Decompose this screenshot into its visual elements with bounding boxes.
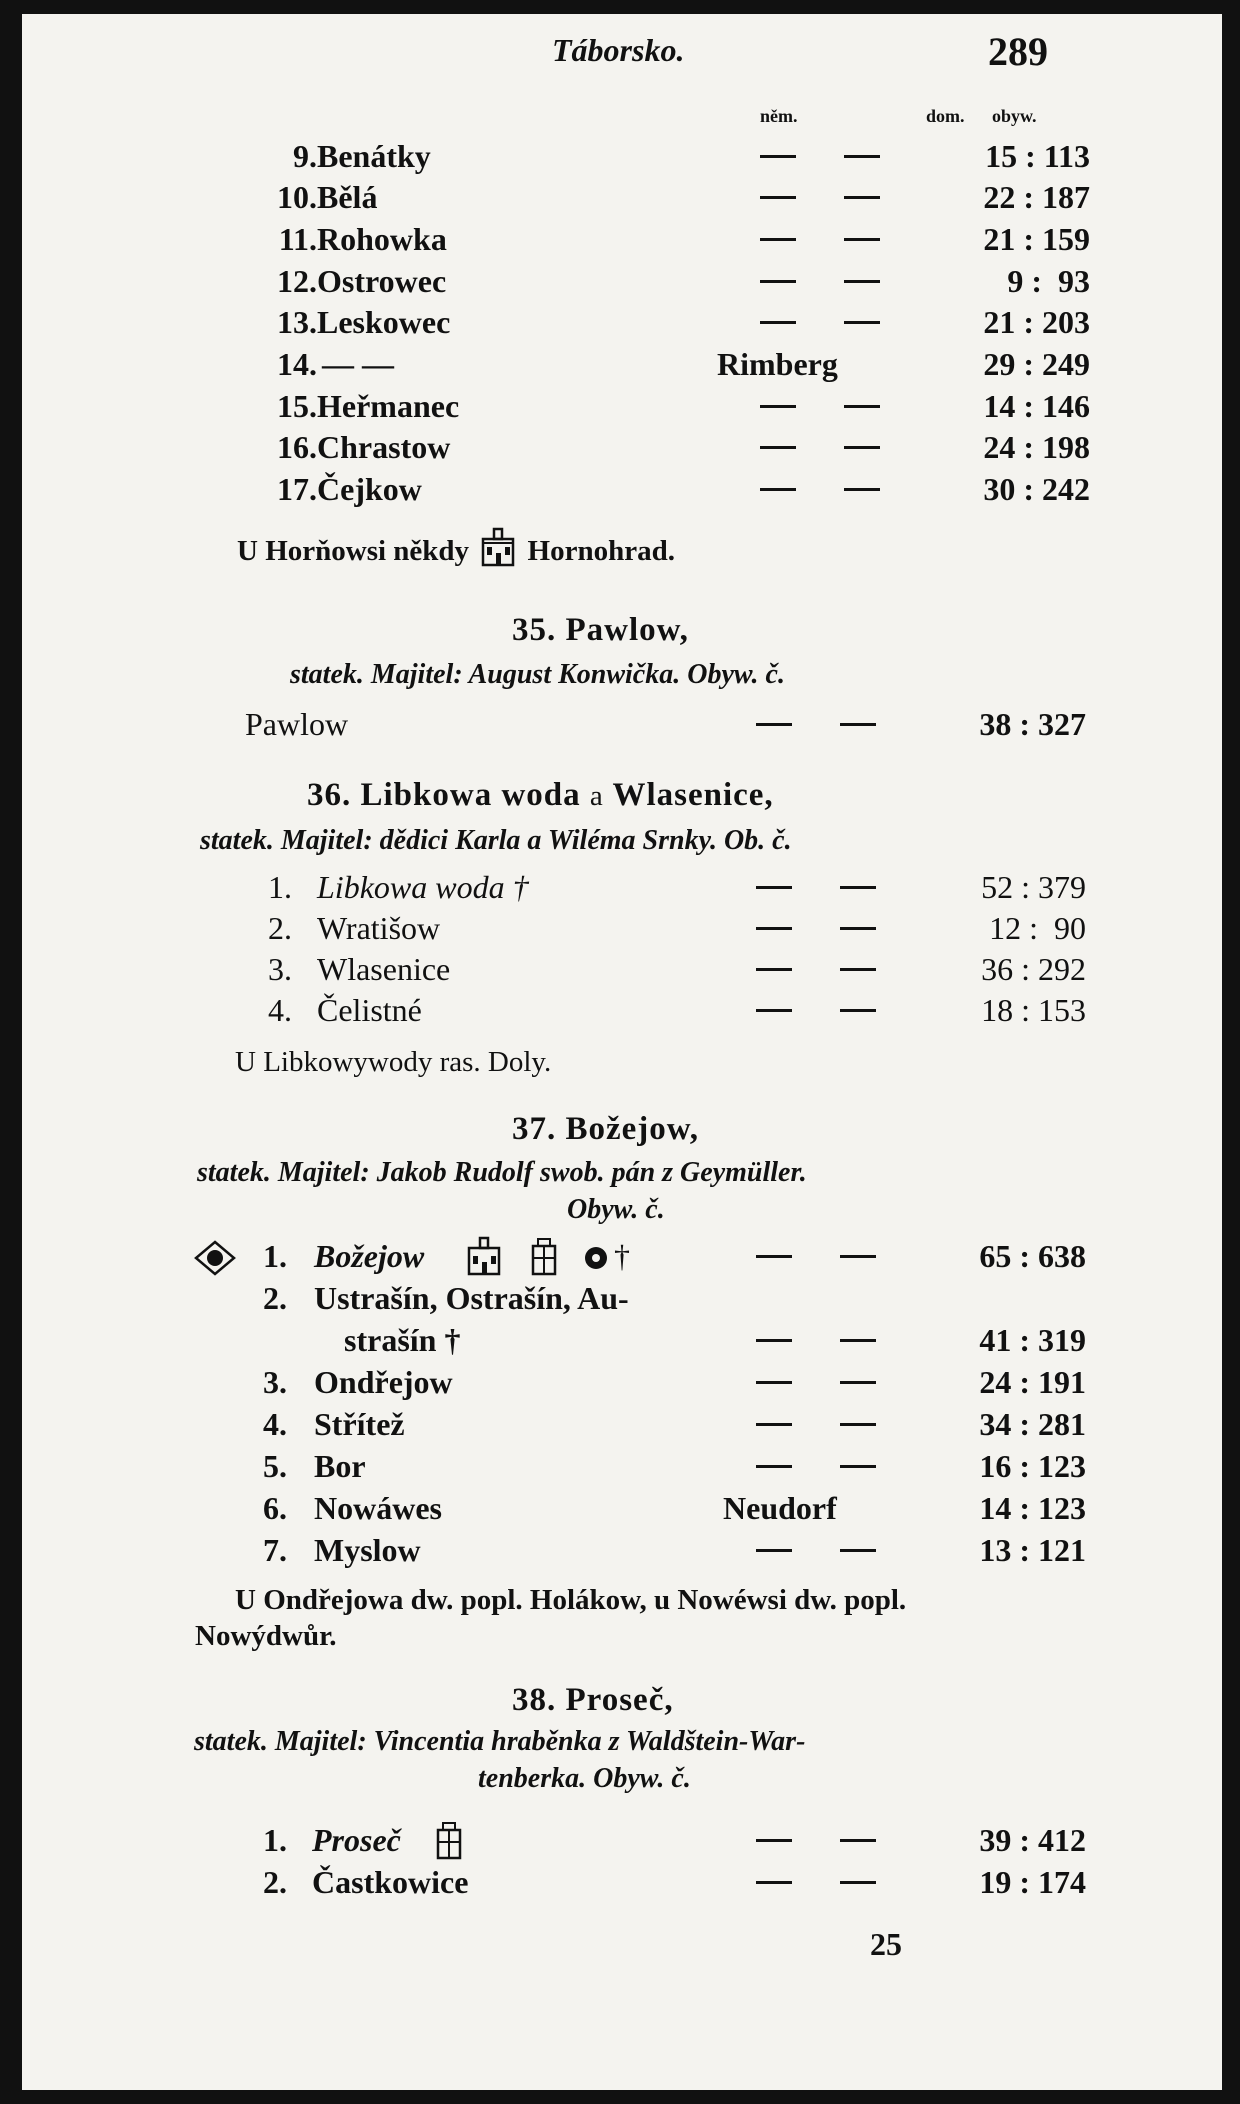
ditto-dashes [760, 219, 880, 259]
ditto-dashes [760, 136, 880, 176]
table-row: 15. Heřmanec 14 : 146 [277, 388, 1090, 424]
table-row: 4. Čelistné 18 : 153 [268, 992, 1086, 1028]
ditto-dashes [760, 386, 880, 426]
book-page [22, 14, 1222, 2090]
section-heading-35: 35. Pawlow, [512, 612, 689, 648]
table-row: 12. Ostrowec 9 : 93 [277, 263, 1090, 299]
section-heading-36: 36. Libkowa woda a Wlasenice, [307, 777, 774, 813]
table-row: strašín † 41 : 319 [344, 1322, 1086, 1358]
table-row: 11. Rohowka 21 : 159 [278, 221, 1090, 257]
note-ondrejow-1: U Ondřejowa dw. popl. Holákow, u Nowéwsi dw. popl. [235, 1584, 907, 1616]
ditto-dashes [756, 990, 876, 1030]
ditto-dashes [756, 1362, 876, 1402]
column-head-german: něm. [760, 106, 798, 126]
table-row: 2. Ustrašín, Ostrašín, Au- [263, 1280, 629, 1316]
table-row: 2. Wratišow 12 : 90 [268, 910, 1086, 946]
ditto-dashes [756, 704, 876, 744]
column-head-inhabitants: obyw. [992, 106, 1037, 126]
section-subtitle-37a: statek. Majitel: Jakob Rudolf swob. pán z Geymüller. [197, 1157, 807, 1188]
page-number: 289 [988, 29, 1048, 74]
ditto-dashes [756, 1862, 876, 1902]
ditto-dashes [760, 302, 880, 342]
section-subtitle-36: statek. Majitel: dědici Karla a Wiléma Srnky. Ob. č. [200, 825, 792, 856]
section-subtitle-37b: Obyw. č. [567, 1194, 665, 1225]
section-subtitle-38b: tenberka. Obyw. č. [478, 1763, 691, 1794]
ditto-dashes [760, 177, 880, 217]
table-row: Pawlow 38 : 327 [245, 706, 1086, 742]
ditto-dashes [756, 1820, 876, 1860]
note-doly: U Libkowywody ras. Doly. [235, 1046, 552, 1078]
german-name: Neudorf [723, 1490, 837, 1526]
ditto-dashes [756, 949, 876, 989]
table-row: 14. — — Rimberg 29 : 249 [277, 346, 1090, 382]
ditto-dashes [756, 1236, 876, 1276]
printer-signature: 25 [870, 1926, 902, 1962]
table-row: 1. Proseč 39 : 412 [22, 1820, 1122, 1860]
ditto-dashes [756, 1320, 876, 1360]
table-row: 10. Bělá 22 : 187 [277, 179, 1090, 215]
ditto-dashes [756, 908, 876, 948]
section-heading-37: 37. Božejow, [512, 1111, 700, 1147]
table-row: 3. Ondřejow 24 : 191 [263, 1364, 1086, 1400]
section-subtitle-38a: statek. Majitel: Vincentia hraběnka z Waldštein-War- [194, 1726, 806, 1757]
note-ondrejow-2: Nowýdwůr. [195, 1620, 337, 1652]
column-head-houses: dom. [926, 106, 965, 126]
table-row: 6. Nowáwes Neudorf 14 : 123 [263, 1490, 1086, 1526]
table-row: 9. Benátky 15 : 113 [293, 138, 1090, 174]
castle-icon [480, 527, 516, 580]
ditto-dashes [760, 469, 880, 509]
table-row: 13. Leskowec 21 : 203 [277, 304, 1090, 340]
table-row: 16. Chrastow 24 : 198 [277, 429, 1090, 465]
table-row: 7. Myslow 13 : 121 [263, 1532, 1086, 1568]
table-row: 3. Wlasenice 36 : 292 [268, 951, 1086, 987]
section-heading-38: 38. Proseč, [512, 1682, 674, 1718]
table-row: 1. Libkowa woda † 52 : 379 [268, 869, 1086, 905]
ditto-dashes [756, 867, 876, 907]
table-row: 4. Střítež 34 : 281 [263, 1406, 1086, 1442]
church-dagger: † [614, 1238, 630, 1274]
table-row: 5. Bor 16 : 123 [263, 1448, 1086, 1484]
german-name: Rimberg [717, 346, 838, 382]
section-subtitle-35: statek. Majitel: August Konwička. Obyw. č. [290, 659, 785, 690]
table-row: 1. Božejow † 65 : 638 [22, 1236, 1122, 1276]
ditto-dashes [760, 427, 880, 467]
table-row: 2. Častkowice 19 : 174 [263, 1864, 1086, 1900]
ditto-dashes [756, 1446, 876, 1486]
ditto-dashes [756, 1530, 876, 1570]
table-row: 17. Čejkow 30 : 242 [277, 471, 1090, 507]
ditto-dashes [760, 261, 880, 301]
note-hornohrad: U Horňowsi někdy Hornohrad. [237, 527, 675, 571]
ditto-dashes [756, 1404, 876, 1444]
running-title: Táborsko. [552, 32, 685, 68]
